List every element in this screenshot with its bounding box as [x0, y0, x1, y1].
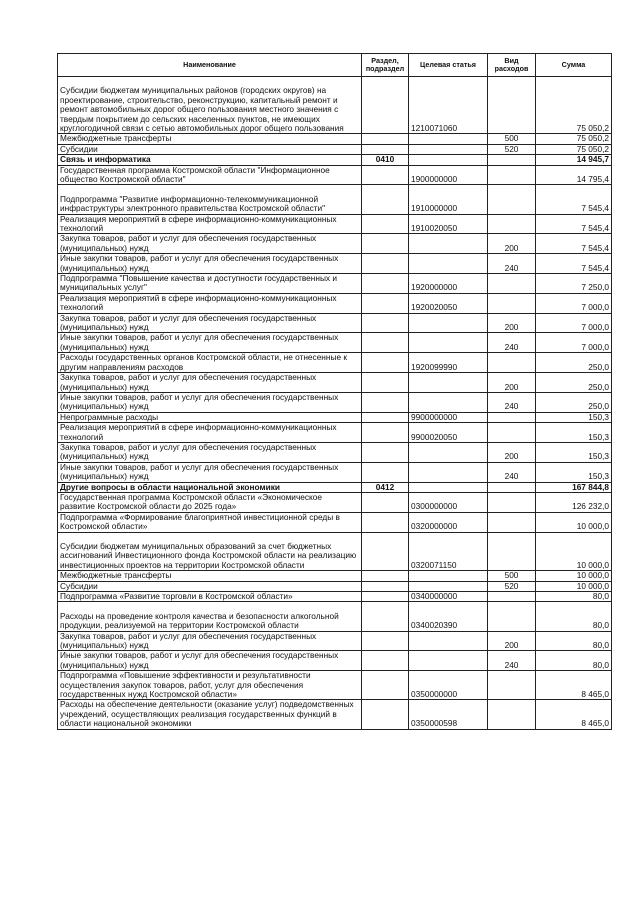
row-sum: 14 945,7 — [536, 155, 612, 165]
table-row — [58, 313, 612, 333]
row-section — [362, 293, 409, 313]
row-name: Подпрограмма "Повышение качества и доступности государственных и муниципальных услуг" — [58, 274, 362, 294]
row-name: Иные закупки товаров, работ и услуг для обеспечения государственных (муниципальных) нужд — [58, 462, 362, 482]
row-section — [362, 462, 409, 482]
row-section — [362, 423, 409, 443]
row-target — [409, 155, 488, 165]
row-name: Иные закупки товаров, работ и услуг для обеспечения государственных (муниципальных) нужд — [58, 651, 362, 671]
row-section — [362, 392, 409, 412]
row-name: Подпрограмма «Повышение эффективности и результативности осуществления закупок товаров, работ, услуг для обеспечения государственных нужд Костромской области» — [58, 671, 362, 700]
row-section — [362, 512, 409, 532]
row-target: 0300000000 — [409, 492, 488, 512]
row-sum: 7 545,4 — [536, 234, 612, 254]
row-section — [362, 592, 409, 602]
table-row — [58, 442, 612, 462]
row-name: Субсидии — [58, 144, 362, 154]
table-row — [58, 631, 612, 651]
row-type — [488, 412, 536, 422]
row-sum: 150,3 — [536, 442, 612, 462]
row-target — [409, 234, 488, 254]
row-name: Иные закупки товаров, работ и услуг для обеспечения государственных (муниципальных) нужд — [58, 392, 362, 412]
row-target: 1900000000 — [409, 165, 488, 185]
row-sum: 80,0 — [536, 592, 612, 602]
row-section — [362, 134, 409, 144]
row-section — [362, 274, 409, 294]
row-type: 200 — [488, 313, 536, 333]
row-type: 200 — [488, 442, 536, 462]
row-sum: 10 000,0 — [536, 571, 612, 581]
row-target: 9900020050 — [409, 423, 488, 443]
row-type — [488, 353, 536, 373]
row-target — [409, 442, 488, 462]
row-target: 1920099990 — [409, 353, 488, 373]
row-section — [362, 373, 409, 393]
row-name: Реализация мероприятий в сфере информационно-коммуникационных технологий — [58, 293, 362, 313]
table-row — [58, 700, 612, 729]
row-name: Реализация мероприятий в сфере информационно-коммуникационных технологий — [58, 423, 362, 443]
row-target — [409, 373, 488, 393]
table-row — [58, 274, 612, 294]
header-type: Вид расходов — [488, 54, 536, 77]
row-name: Подпрограмма «Формирование благоприятной инвестиционной среды в Костромской области» — [58, 512, 362, 532]
row-target: 0340020390 — [409, 602, 488, 631]
row-sum: 75 050,2 — [536, 77, 612, 134]
table-row — [58, 592, 612, 602]
row-type — [488, 532, 536, 571]
row-sum: 7 000,0 — [536, 313, 612, 333]
row-type — [488, 512, 536, 532]
row-sum: 8 465,0 — [536, 700, 612, 729]
table-row — [58, 581, 612, 591]
row-target: 0350000598 — [409, 700, 488, 729]
row-name: Связь и информатика — [58, 155, 362, 165]
row-type — [488, 700, 536, 729]
row-section — [362, 492, 409, 512]
table-row — [58, 412, 612, 422]
row-section: 0410 — [362, 155, 409, 165]
row-sum: 250,0 — [536, 373, 612, 393]
row-name: Реализация мероприятий в сфере информационно-коммуникационных технологий — [58, 214, 362, 234]
row-type: 200 — [488, 234, 536, 254]
row-sum: 7 545,4 — [536, 214, 612, 234]
row-sum: 7 000,0 — [536, 293, 612, 313]
row-target — [409, 462, 488, 482]
row-name: Закупка товаров, работ и услуг для обеспечения государственных (муниципальных) нужд — [58, 313, 362, 333]
row-sum: 75 050,2 — [536, 144, 612, 154]
row-name: Закупка товаров, работ и услуг для обеспечения государственных (муниципальных) нужд — [58, 442, 362, 462]
row-target — [409, 333, 488, 353]
row-type: 200 — [488, 373, 536, 393]
table-row — [58, 671, 612, 700]
row-target: 0320071150 — [409, 532, 488, 571]
row-target: 1920020050 — [409, 293, 488, 313]
row-section — [362, 77, 409, 134]
row-section — [362, 313, 409, 333]
row-name: Другие вопросы в области национальной экономики — [58, 482, 362, 492]
row-section — [362, 144, 409, 154]
row-target — [409, 631, 488, 651]
row-type — [488, 274, 536, 294]
row-target — [409, 571, 488, 581]
row-section — [362, 254, 409, 274]
row-type: 240 — [488, 392, 536, 412]
row-section — [362, 631, 409, 651]
row-target: 9900000000 — [409, 412, 488, 422]
table-row — [58, 462, 612, 482]
row-sum: 8 465,0 — [536, 671, 612, 700]
row-target: 0350000000 — [409, 671, 488, 700]
row-target: 0340000000 — [409, 592, 488, 602]
row-section — [362, 214, 409, 234]
row-name: Расходы на проведение контроля качества и безопасности алкогольной продукции, реализуемой на территории Костромской области — [58, 602, 362, 631]
row-sum: 7 545,4 — [536, 254, 612, 274]
budget-table — [57, 53, 612, 730]
table-row — [58, 333, 612, 353]
row-type — [488, 492, 536, 512]
header-name: Наименование — [58, 54, 362, 77]
row-target: 1910000000 — [409, 185, 488, 214]
row-sum: 10 000,0 — [536, 532, 612, 571]
row-target — [409, 581, 488, 591]
row-section — [362, 602, 409, 631]
row-name: Закупка товаров, работ и услуг для обеспечения государственных (муниципальных) нужд — [58, 373, 362, 393]
table-row — [58, 392, 612, 412]
row-section — [362, 442, 409, 462]
header-sum: Сумма — [536, 54, 612, 77]
row-type — [488, 155, 536, 165]
row-target: 1920000000 — [409, 274, 488, 294]
row-name: Закупка товаров, работ и услуг для обеспечения государственных (муниципальных) нужд — [58, 631, 362, 651]
row-type — [488, 602, 536, 631]
table-row — [58, 254, 612, 274]
row-name: Субсидии — [58, 581, 362, 591]
table-row — [58, 482, 612, 492]
row-sum: 150,3 — [536, 462, 612, 482]
row-name: Подпрограмма «Развитие торговли в Костромской области» — [58, 592, 362, 602]
row-name: Расходы на обеспечение деятельности (оказание услуг) подведомственных учреждений, осуществляющих реализация государственных функций в области национальной экономики — [58, 700, 362, 729]
row-sum: 10 000,0 — [536, 512, 612, 532]
row-type — [488, 77, 536, 134]
row-section — [362, 185, 409, 214]
row-type: 520 — [488, 144, 536, 154]
row-sum: 150,3 — [536, 412, 612, 422]
row-type — [488, 214, 536, 234]
row-sum: 7 250,0 — [536, 274, 612, 294]
row-sum: 7 545,4 — [536, 185, 612, 214]
table-row — [58, 512, 612, 532]
table-row — [58, 293, 612, 313]
row-sum: 167 844,8 — [536, 482, 612, 492]
table-row — [58, 571, 612, 581]
row-type: 200 — [488, 631, 536, 651]
row-sum: 80,0 — [536, 602, 612, 631]
row-type — [488, 293, 536, 313]
row-name: Субсидии бюджетам муниципальных образований за счет бюджетных ассигнований Инвестиционного фонда Костромской области на реализацию инвестиционных проектов на территории Костромской области — [58, 532, 362, 571]
row-target: 0320000000 — [409, 512, 488, 532]
table-row — [58, 423, 612, 443]
row-type: 240 — [488, 333, 536, 353]
table-row — [58, 144, 612, 154]
row-sum: 150,3 — [536, 423, 612, 443]
header-section: Раздел, подраздел — [362, 54, 409, 77]
table-row — [58, 532, 612, 571]
row-target: 1210071060 — [409, 77, 488, 134]
table-row — [58, 234, 612, 254]
row-sum: 80,0 — [536, 651, 612, 671]
row-section — [362, 412, 409, 422]
row-name: Иные закупки товаров, работ и услуг для обеспечения государственных (муниципальных) нужд — [58, 254, 362, 274]
row-sum: 250,0 — [536, 392, 612, 412]
table-row — [58, 77, 612, 134]
table-row — [58, 155, 612, 165]
table-row — [58, 353, 612, 373]
row-target — [409, 144, 488, 154]
row-target — [409, 651, 488, 671]
row-sum: 7 000,0 — [536, 333, 612, 353]
row-type: 240 — [488, 462, 536, 482]
table-row — [58, 134, 612, 144]
row-type: 500 — [488, 571, 536, 581]
header-target: Целевая статья — [409, 54, 488, 77]
table-row — [58, 373, 612, 393]
row-type — [488, 165, 536, 185]
row-section — [362, 333, 409, 353]
table-row — [58, 492, 612, 512]
row-section — [362, 671, 409, 700]
row-target — [409, 313, 488, 333]
row-type: 240 — [488, 254, 536, 274]
row-name: Межбюджетные трансферты — [58, 571, 362, 581]
row-sum: 126 232,0 — [536, 492, 612, 512]
row-section — [362, 571, 409, 581]
table-row — [58, 185, 612, 214]
row-name: Субсидии бюджетам муниципальных районов (городских округов) на проектирование, строительство, реконструкцию, капитальный ремонт и ремонт автомобильных дорог общего пользования местного значения с твердым покрытием до сельских населенных пунктов, не имеющих круглогодичной связи с сетью автомобильных дорог общего пользования — [58, 77, 362, 134]
row-name: Непрограммные расходы — [58, 412, 362, 422]
row-sum: 75 050,2 — [536, 134, 612, 144]
row-section — [362, 165, 409, 185]
row-type: 240 — [488, 651, 536, 671]
row-section — [362, 353, 409, 373]
table-header-row — [58, 54, 612, 77]
row-sum: 250,0 — [536, 353, 612, 373]
row-target — [409, 254, 488, 274]
row-section — [362, 532, 409, 571]
row-sum: 10 000,0 — [536, 581, 612, 591]
row-name: Государственная программа Костромской области "Информационное общество Костромской области" — [58, 165, 362, 185]
row-type: 520 — [488, 581, 536, 591]
row-section — [362, 651, 409, 671]
table-row — [58, 165, 612, 185]
row-name: Расходы государственных органов Костромской области, не отнесенные к другим направлениям расходов — [58, 353, 362, 373]
row-type — [488, 671, 536, 700]
row-type — [488, 423, 536, 443]
row-type — [488, 482, 536, 492]
row-sum: 80,0 — [536, 631, 612, 651]
table-body — [58, 77, 612, 730]
row-section — [362, 581, 409, 591]
row-target: 1910020050 — [409, 214, 488, 234]
row-sum: 14 795,4 — [536, 165, 612, 185]
row-section: 0412 — [362, 482, 409, 492]
table-row — [58, 214, 612, 234]
row-type: 500 — [488, 134, 536, 144]
row-section — [362, 234, 409, 254]
row-section — [362, 700, 409, 729]
row-name: Подпрограмма "Развитие информационно-телекоммуникационной инфраструктуры электронного правительства Костромской области" — [58, 185, 362, 214]
row-name: Межбюджетные трансферты — [58, 134, 362, 144]
table-row — [58, 651, 612, 671]
row-target — [409, 134, 488, 144]
row-target — [409, 392, 488, 412]
row-name: Иные закупки товаров, работ и услуг для обеспечения государственных (муниципальных) нужд — [58, 333, 362, 353]
row-name: Закупка товаров, работ и услуг для обеспечения государственных (муниципальных) нужд — [58, 234, 362, 254]
table-row — [58, 602, 612, 631]
row-type — [488, 185, 536, 214]
row-name: Государственная программа Костромской области «Экономическое развитие Костромской области до 2025 года» — [58, 492, 362, 512]
row-target — [409, 482, 488, 492]
row-type — [488, 592, 536, 602]
